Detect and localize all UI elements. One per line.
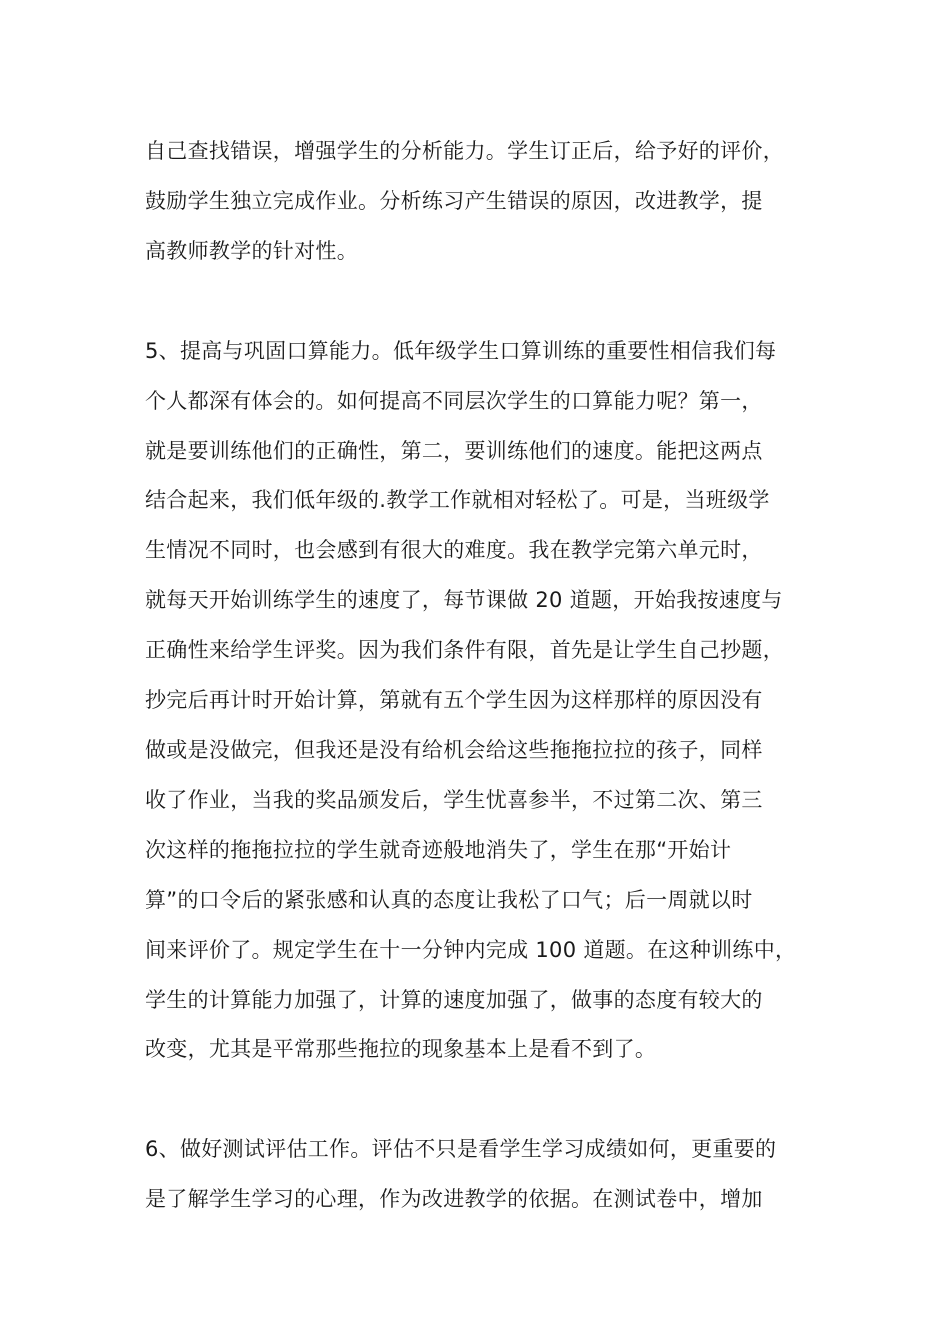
text-line: 就每天开始训练学生的速度了，每节课做 20 道题，开始我按速度与 — [145, 588, 783, 612]
text-line: 收了作业，当我的奖品颁发后，学生忧喜参半，不过第二次、第三 — [145, 788, 763, 812]
text-line: 间来评价了。规定学生在十一分钟内完成 100 道题。在这种训练中， — [145, 938, 797, 962]
text-line: 生情况不同时，也会感到有很大的难度。我在教学完第六单元时， — [145, 538, 763, 562]
text-line: 结合起来，我们低年级的.教学工作就相对轻松了。可是，当班级学 — [145, 488, 770, 512]
text-line: 改变，尤其是平常那些拖拉的现象基本上是看不到了。 — [145, 1037, 657, 1061]
text-line: 正确性来给学生评奖。因为我们条件有限，首先是让学生自己抄题， — [145, 638, 784, 662]
text-line: 学生的计算能力加强了，计算的速度加强了，做事的态度有较大的 — [145, 988, 763, 1012]
text-line: 高教师教学的针对性。 — [145, 239, 358, 263]
text-line: 自己查找错误，增强学生的分析能力。学生订正后，给予好的评价， — [145, 139, 784, 163]
text-line: 是了解学生学习的心理，作为改进教学的依据。在测试卷中，增加 — [145, 1187, 763, 1211]
text-line: 算”的口令后的紧张感和认真的态度让我松了口气；后一周就以时 — [145, 888, 753, 912]
text-line: 5、提高与巩固口算能力。低年级学生口算训练的重要性相信我们每 — [145, 339, 777, 363]
text-line: 抄完后再计时开始计算，第就有五个学生因为这样那样的原因没有 — [145, 688, 763, 712]
text-line: 做或是没做完，但我还是没有给机会给这些拖拖拉拉的孩子，同样 — [145, 738, 763, 762]
text-line: 就是要训练他们的正确性，第二，要训练他们的速度。能把这两点 — [145, 439, 763, 463]
text-line: 鼓励学生独立完成作业。分析练习产生错误的原因，改进教学，提 — [145, 189, 763, 213]
text-line: 次这样的拖拖拉拉的学生就奇迹般地消失了，学生在那“开始计 — [145, 838, 732, 862]
text-line: 6、做好测试评估工作。评估不只是看学生学习成绩如何，更重要的 — [145, 1137, 777, 1161]
text-line: 个人都深有体会的。如何提高不同层次学生的口算能力呢？第一， — [145, 389, 763, 413]
